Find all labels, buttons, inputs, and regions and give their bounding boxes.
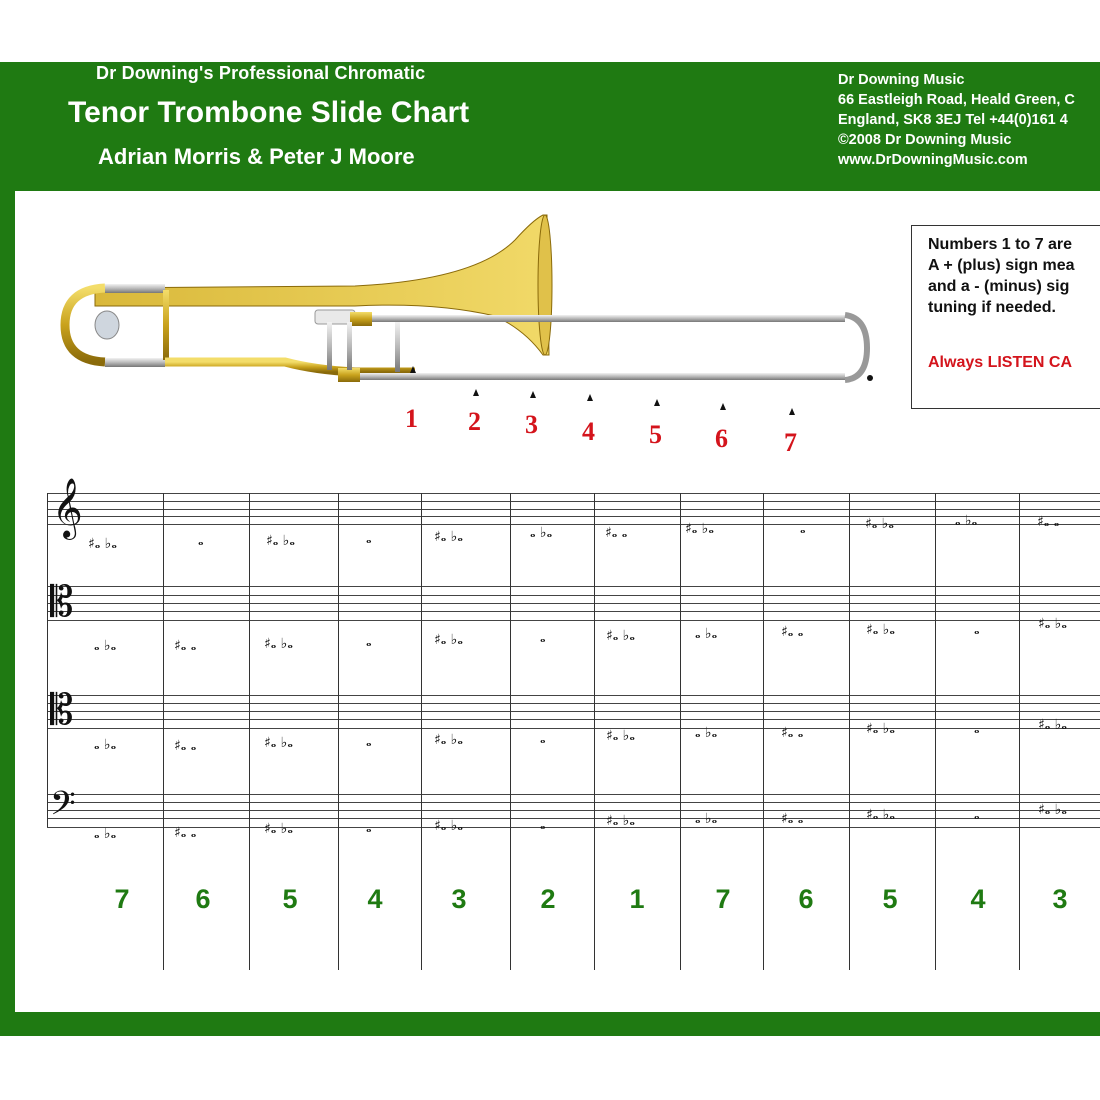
position-label-1: 1 [405,404,418,433]
note-pair: 𝅝 ♭𝅝 [695,725,718,741]
publisher-copyright: ©2008 Dr Downing Music [838,132,1012,148]
slide-position: 5 [282,884,298,914]
chart-authors: Adrian Morris & Peter J Moore [98,144,415,169]
left-border [0,62,15,1035]
note-pair: ♯𝅝 ♭𝅝 [866,807,895,823]
note-pair: ♯𝅝 ♭𝅝 [88,536,117,552]
note-pair: 𝅝 ♭𝅝 [695,626,718,642]
note-pair: ♯𝅝 𝅝 [174,825,197,841]
arrow-icon [654,399,660,406]
slide-position: 4 [367,884,383,914]
slide-position: 6 [798,884,814,914]
info-line: Numbers 1 to 7 are [928,236,1073,253]
barline [421,493,422,970]
bass-clef-icon: 𝄢 [50,785,76,831]
publisher-website: www.DrDowningMusic.com [838,152,1028,168]
arrow-icon [473,389,479,396]
note-pair: ♯𝅝 ♭𝅝 [1038,717,1067,733]
arrow-icon [789,408,795,415]
note-pair: ♯𝅝 ♭𝅝 [1038,616,1067,632]
note-pair: ♯𝅝 ♭𝅝 [606,728,635,744]
note-pair: 𝅝 [366,820,372,836]
note-pair: ♯𝅝 ♭𝅝 [264,735,293,751]
barline [763,493,764,970]
publisher-address: 66 Eastleigh Road, Heald Green, C [838,92,1075,108]
note-pair: ♯𝅝 ♭𝅝 [866,721,895,737]
note-pair: 𝅝 [540,630,546,646]
slide-position: 7 [715,884,731,914]
note-pair: ♯𝅝 𝅝 [781,725,804,741]
note-pair: ♯𝅝 𝅝 [174,638,197,654]
treble-clef-icon: 𝄞 [52,478,83,538]
note-pair: 𝅝 [974,622,980,638]
note-pair: 𝅝 ♭𝅝 [94,826,117,842]
slide-position: 1 [629,884,645,914]
note-pair: 𝅝 [974,807,980,823]
barline [1019,493,1020,970]
note-pair: 𝅝 ♭𝅝 [94,638,117,654]
listen-warning: Always LISTEN CA [928,354,1073,371]
note-pair: ♯𝅝 ♭𝅝 [264,821,293,837]
system-barline [47,493,48,827]
position-label-5: 5 [649,420,662,449]
note-pair: 𝅝 ♭𝅝 [94,737,117,753]
publisher-address-2: England, SK8 3EJ Tel +44(0)161 4 [838,112,1068,128]
slide-position: 3 [1052,884,1068,914]
publisher-info [838,70,1075,170]
note-pair: ♯𝅝 ♭𝅝 [434,732,463,748]
note-pair: ♯𝅝 𝅝 [605,525,628,541]
note-pair: ♯𝅝 ♭𝅝 [865,516,894,532]
note-pair: 𝅝 [366,634,372,650]
note-pair: ♯𝅝 𝅝 [781,811,804,827]
slide-position: 2 [540,884,556,914]
slide-position: 3 [451,884,467,914]
barline [849,493,850,970]
barline [249,493,250,970]
note-pair: ♯𝅝 ♭𝅝 [434,529,463,545]
position-label-3: 3 [525,410,538,439]
note-pair: 𝅝 [540,817,546,833]
arrow-icon [720,403,726,410]
note-pair: ♯𝅝 ♭𝅝 [606,813,635,829]
note-pair: ♯𝅝 ♭𝅝 [866,622,895,638]
note-pair: 𝅝 [974,721,980,737]
note-pair: 𝅝 [366,734,372,750]
note-pair: ♯𝅝 𝅝 [781,624,804,640]
note-pair: ♯𝅝 ♭𝅝 [434,818,463,834]
note-pair: ♯𝅝 𝅝 [1037,514,1060,530]
alto-clef-icon: 𝄡 [50,577,74,626]
position-label-4: 4 [582,417,595,446]
bottom-border [0,1012,1100,1036]
arrow-icon [587,394,593,401]
note-pair: 𝅝 ♭𝅝 [955,513,978,529]
chart-subtitle: Dr Downing's Professional Chromatic [96,63,426,83]
note-pair: ♯𝅝 ♭𝅝 [606,628,635,644]
barline [510,493,511,970]
note-pair: ♯𝅝 ♭𝅝 [434,632,463,648]
alto-clef-icon: 𝄡 [50,685,74,734]
note-pair: 𝅝 [198,533,204,549]
publisher-name: Dr Downing Music [838,72,965,88]
position-label-2: 2 [468,407,481,436]
barline [680,493,681,970]
note-pair: 𝅝 [800,521,806,537]
note-pair: ♯𝅝 ♭𝅝 [685,521,714,537]
trombone-image [55,210,875,420]
slide-position: 6 [195,884,211,914]
note-pair: ♯𝅝 ♭𝅝 [1038,802,1067,818]
info-line: and a - (minus) sig [928,278,1070,295]
barline [935,493,936,970]
arrow-icon [410,366,416,373]
info-line: tuning if needed. [928,299,1056,316]
arrow-icon [530,391,536,398]
barline [163,493,164,970]
barline [338,493,339,970]
info-box [911,225,1100,409]
barline [594,493,595,970]
note-pair: 𝅝 ♭𝅝 [530,525,553,541]
position-label-6: 6 [715,424,728,453]
info-line: A + (plus) sign mea [928,257,1075,274]
slide-position: 4 [970,884,986,914]
note-pair: ♯𝅝 ♭𝅝 [264,636,293,652]
position-label-7: 7 [784,428,797,457]
note-pair: ♯𝅝 ♭𝅝 [266,533,295,549]
slide-position: 5 [882,884,898,914]
chart-title: Tenor Trombone Slide Chart [68,96,470,129]
note-pair: 𝅝 ♭𝅝 [695,811,718,827]
slide-position: 7 [114,884,130,914]
note-pair: 𝅝 [540,731,546,747]
note-pair: 𝅝 [366,531,372,547]
note-pair: ♯𝅝 𝅝 [174,738,197,754]
